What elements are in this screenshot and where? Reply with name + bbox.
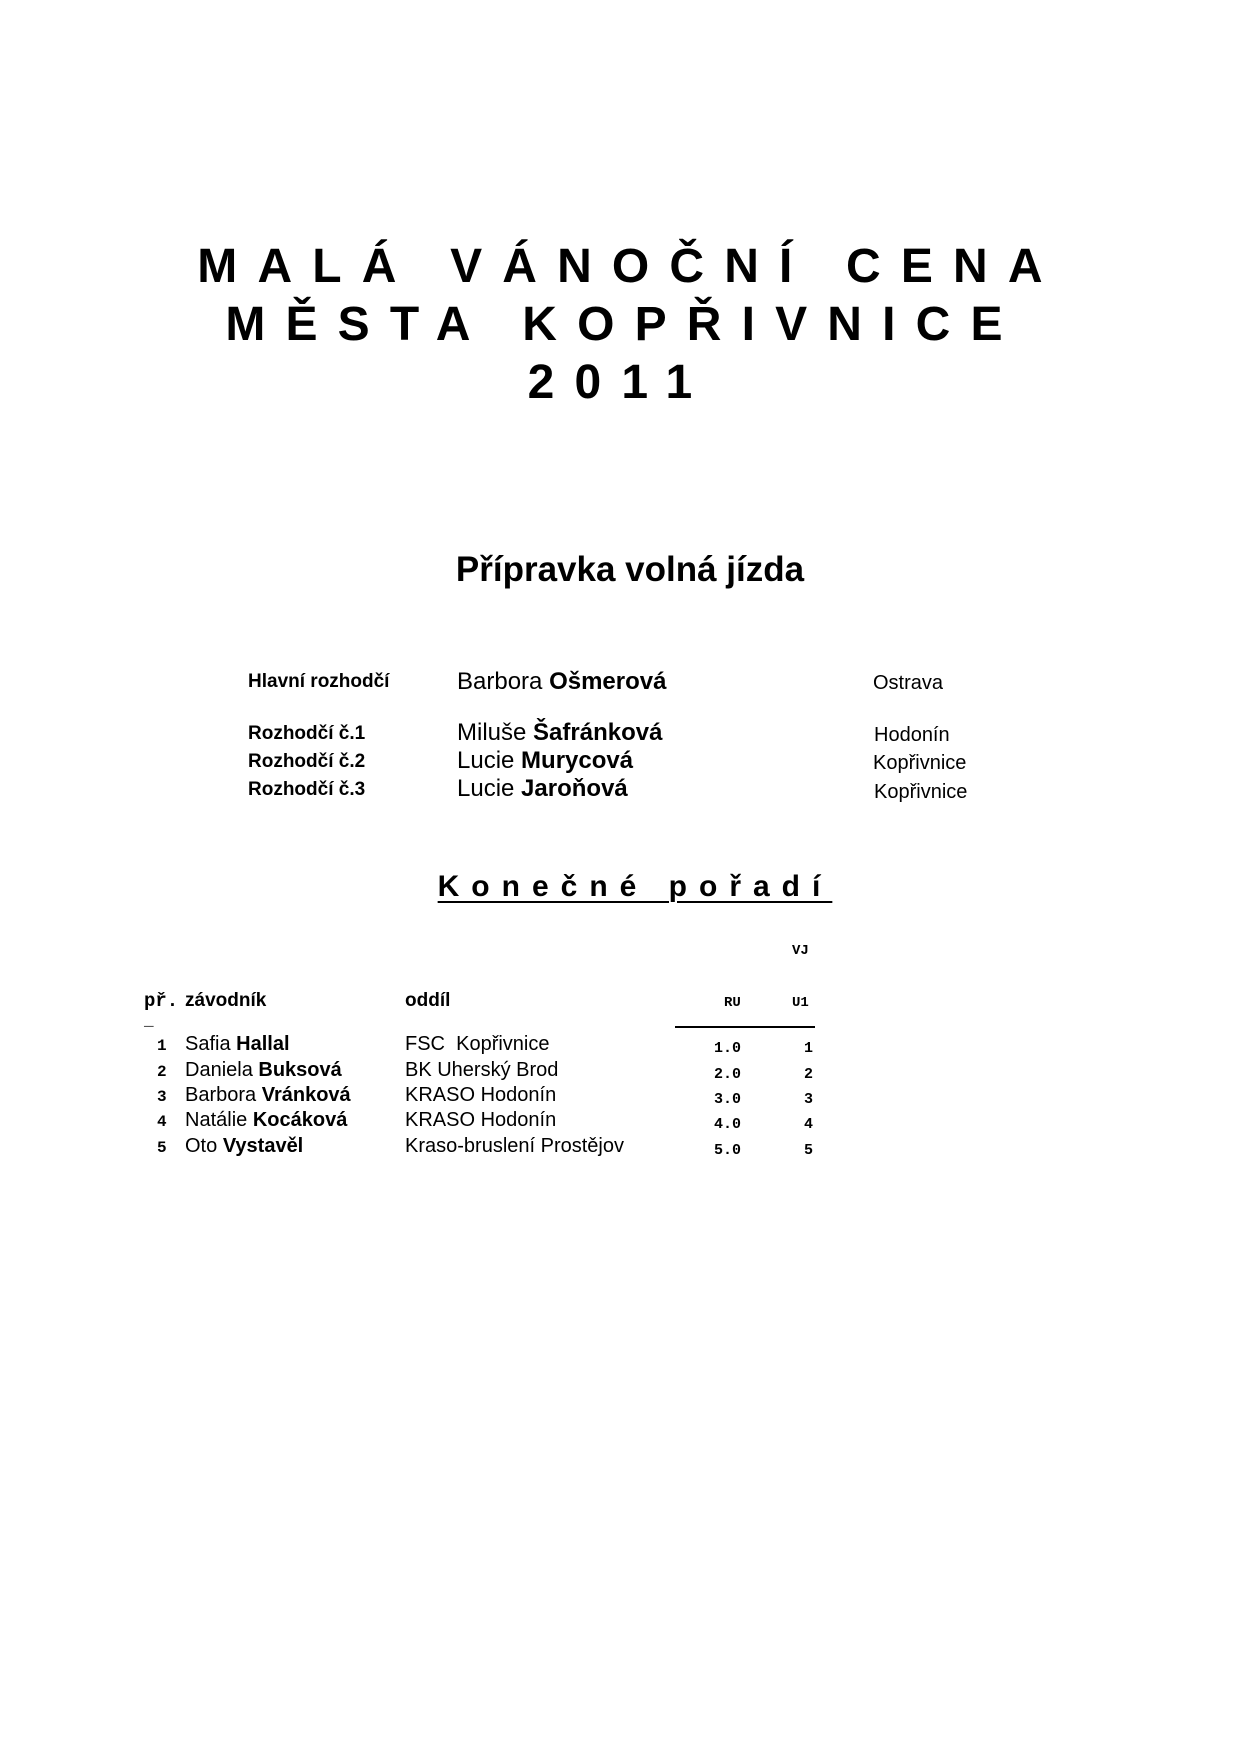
- judge-role: Rozhodčí č.1: [248, 723, 366, 744]
- row-ru: 1.0: [714, 1040, 742, 1057]
- row-rank: 2: [157, 1063, 167, 1081]
- row-club: KRASO Hodonín: [405, 1109, 557, 1131]
- row-skater: [185, 1059, 342, 1082]
- row-u1: 5: [804, 1142, 814, 1159]
- category-title: Přípravka volná jízda: [455, 550, 805, 589]
- skater-first-name: Natálie: [185, 1109, 248, 1131]
- row-rank: 4: [157, 1113, 167, 1131]
- col-header-club: oddíl: [405, 990, 451, 1011]
- row-skater: [185, 1109, 347, 1132]
- judge-last-name: Ošmerová: [549, 668, 667, 695]
- judge-city: Kopřivnice: [874, 781, 968, 803]
- results-heading: Konečné pořadí: [437, 870, 833, 903]
- row-ru: 3.0: [714, 1091, 742, 1108]
- judge-first-name: Lucie: [457, 747, 515, 774]
- skater-first-name: Daniela: [185, 1059, 253, 1081]
- judge-role: Rozhodčí č.3: [248, 779, 366, 800]
- row-skater: [185, 1135, 303, 1158]
- rank-underline: _: [144, 1012, 154, 1030]
- skater-first-name: Oto: [185, 1135, 218, 1157]
- row-u1: 2: [804, 1066, 814, 1083]
- row-club: BK Uherský Brod: [405, 1059, 559, 1081]
- col-header-ru: RU: [724, 995, 741, 1011]
- skater-last-name: Hallal: [236, 1033, 290, 1055]
- judge-role: Rozhodčí č.2: [248, 751, 366, 772]
- judge-last-name: Šafránková: [533, 719, 663, 746]
- row-rank: 3: [157, 1088, 167, 1106]
- row-rank: 1: [157, 1037, 167, 1055]
- skater-last-name: Vystavěl: [222, 1135, 304, 1157]
- row-u1: 4: [804, 1116, 814, 1133]
- col-header-skater: závodník: [185, 990, 267, 1011]
- row-u1: 1: [804, 1040, 814, 1057]
- judge-name: [457, 668, 666, 696]
- row-club: KRASO Hodonín: [405, 1084, 557, 1106]
- judge-row-1: [0, 719, 1240, 747]
- skater-last-name: Buksová: [258, 1059, 342, 1081]
- row-ru: 5.0: [714, 1142, 742, 1159]
- title-line-1: MALÁ VÁNOČNÍ CENA: [197, 240, 1063, 293]
- col-header-rank: př.: [144, 990, 179, 1012]
- row-skater: [185, 1084, 351, 1107]
- judge-last-name: Jaroňová: [521, 775, 628, 802]
- judge-city: Kopřivnice: [873, 752, 967, 774]
- judge-first-name: Miluše: [457, 719, 527, 746]
- judge-row-main: [0, 668, 1240, 696]
- skater-last-name: Kocáková: [252, 1109, 348, 1131]
- judge-last-name: Murycová: [521, 747, 634, 774]
- row-club: Kraso-bruslení Prostějov: [405, 1135, 624, 1157]
- title-line-3: 2011: [527, 356, 713, 409]
- row-rank: 5: [157, 1139, 167, 1157]
- judge-role: Hlavní rozhodčí: [248, 671, 390, 692]
- row-skater: [185, 1033, 290, 1056]
- row-club: FSC Kopřivnice: [405, 1033, 550, 1055]
- judge-name: [457, 775, 628, 803]
- judge-row-2: [0, 747, 1240, 775]
- skater-last-name: Vránková: [261, 1084, 351, 1106]
- judge-name: [457, 719, 662, 747]
- judge-first-name: Barbora: [457, 668, 543, 695]
- judge-name: [457, 747, 633, 775]
- col-header-vj: VJ: [792, 943, 809, 959]
- judge-city: Hodonín: [874, 724, 950, 746]
- header-rule: [675, 1026, 815, 1028]
- row-ru: 4.0: [714, 1116, 742, 1133]
- judge-first-name: Lucie: [457, 775, 515, 802]
- row-u1: 3: [804, 1091, 814, 1108]
- judge-city: Ostrava: [873, 672, 944, 694]
- skater-first-name: Barbora: [185, 1084, 257, 1106]
- title-line-2: MĚSTA KOPŘIVNICE: [225, 298, 1023, 351]
- judge-row-3: [0, 775, 1240, 803]
- row-ru: 2.0: [714, 1066, 742, 1083]
- col-header-u1: U1: [792, 995, 809, 1011]
- skater-first-name: Safia: [185, 1033, 231, 1055]
